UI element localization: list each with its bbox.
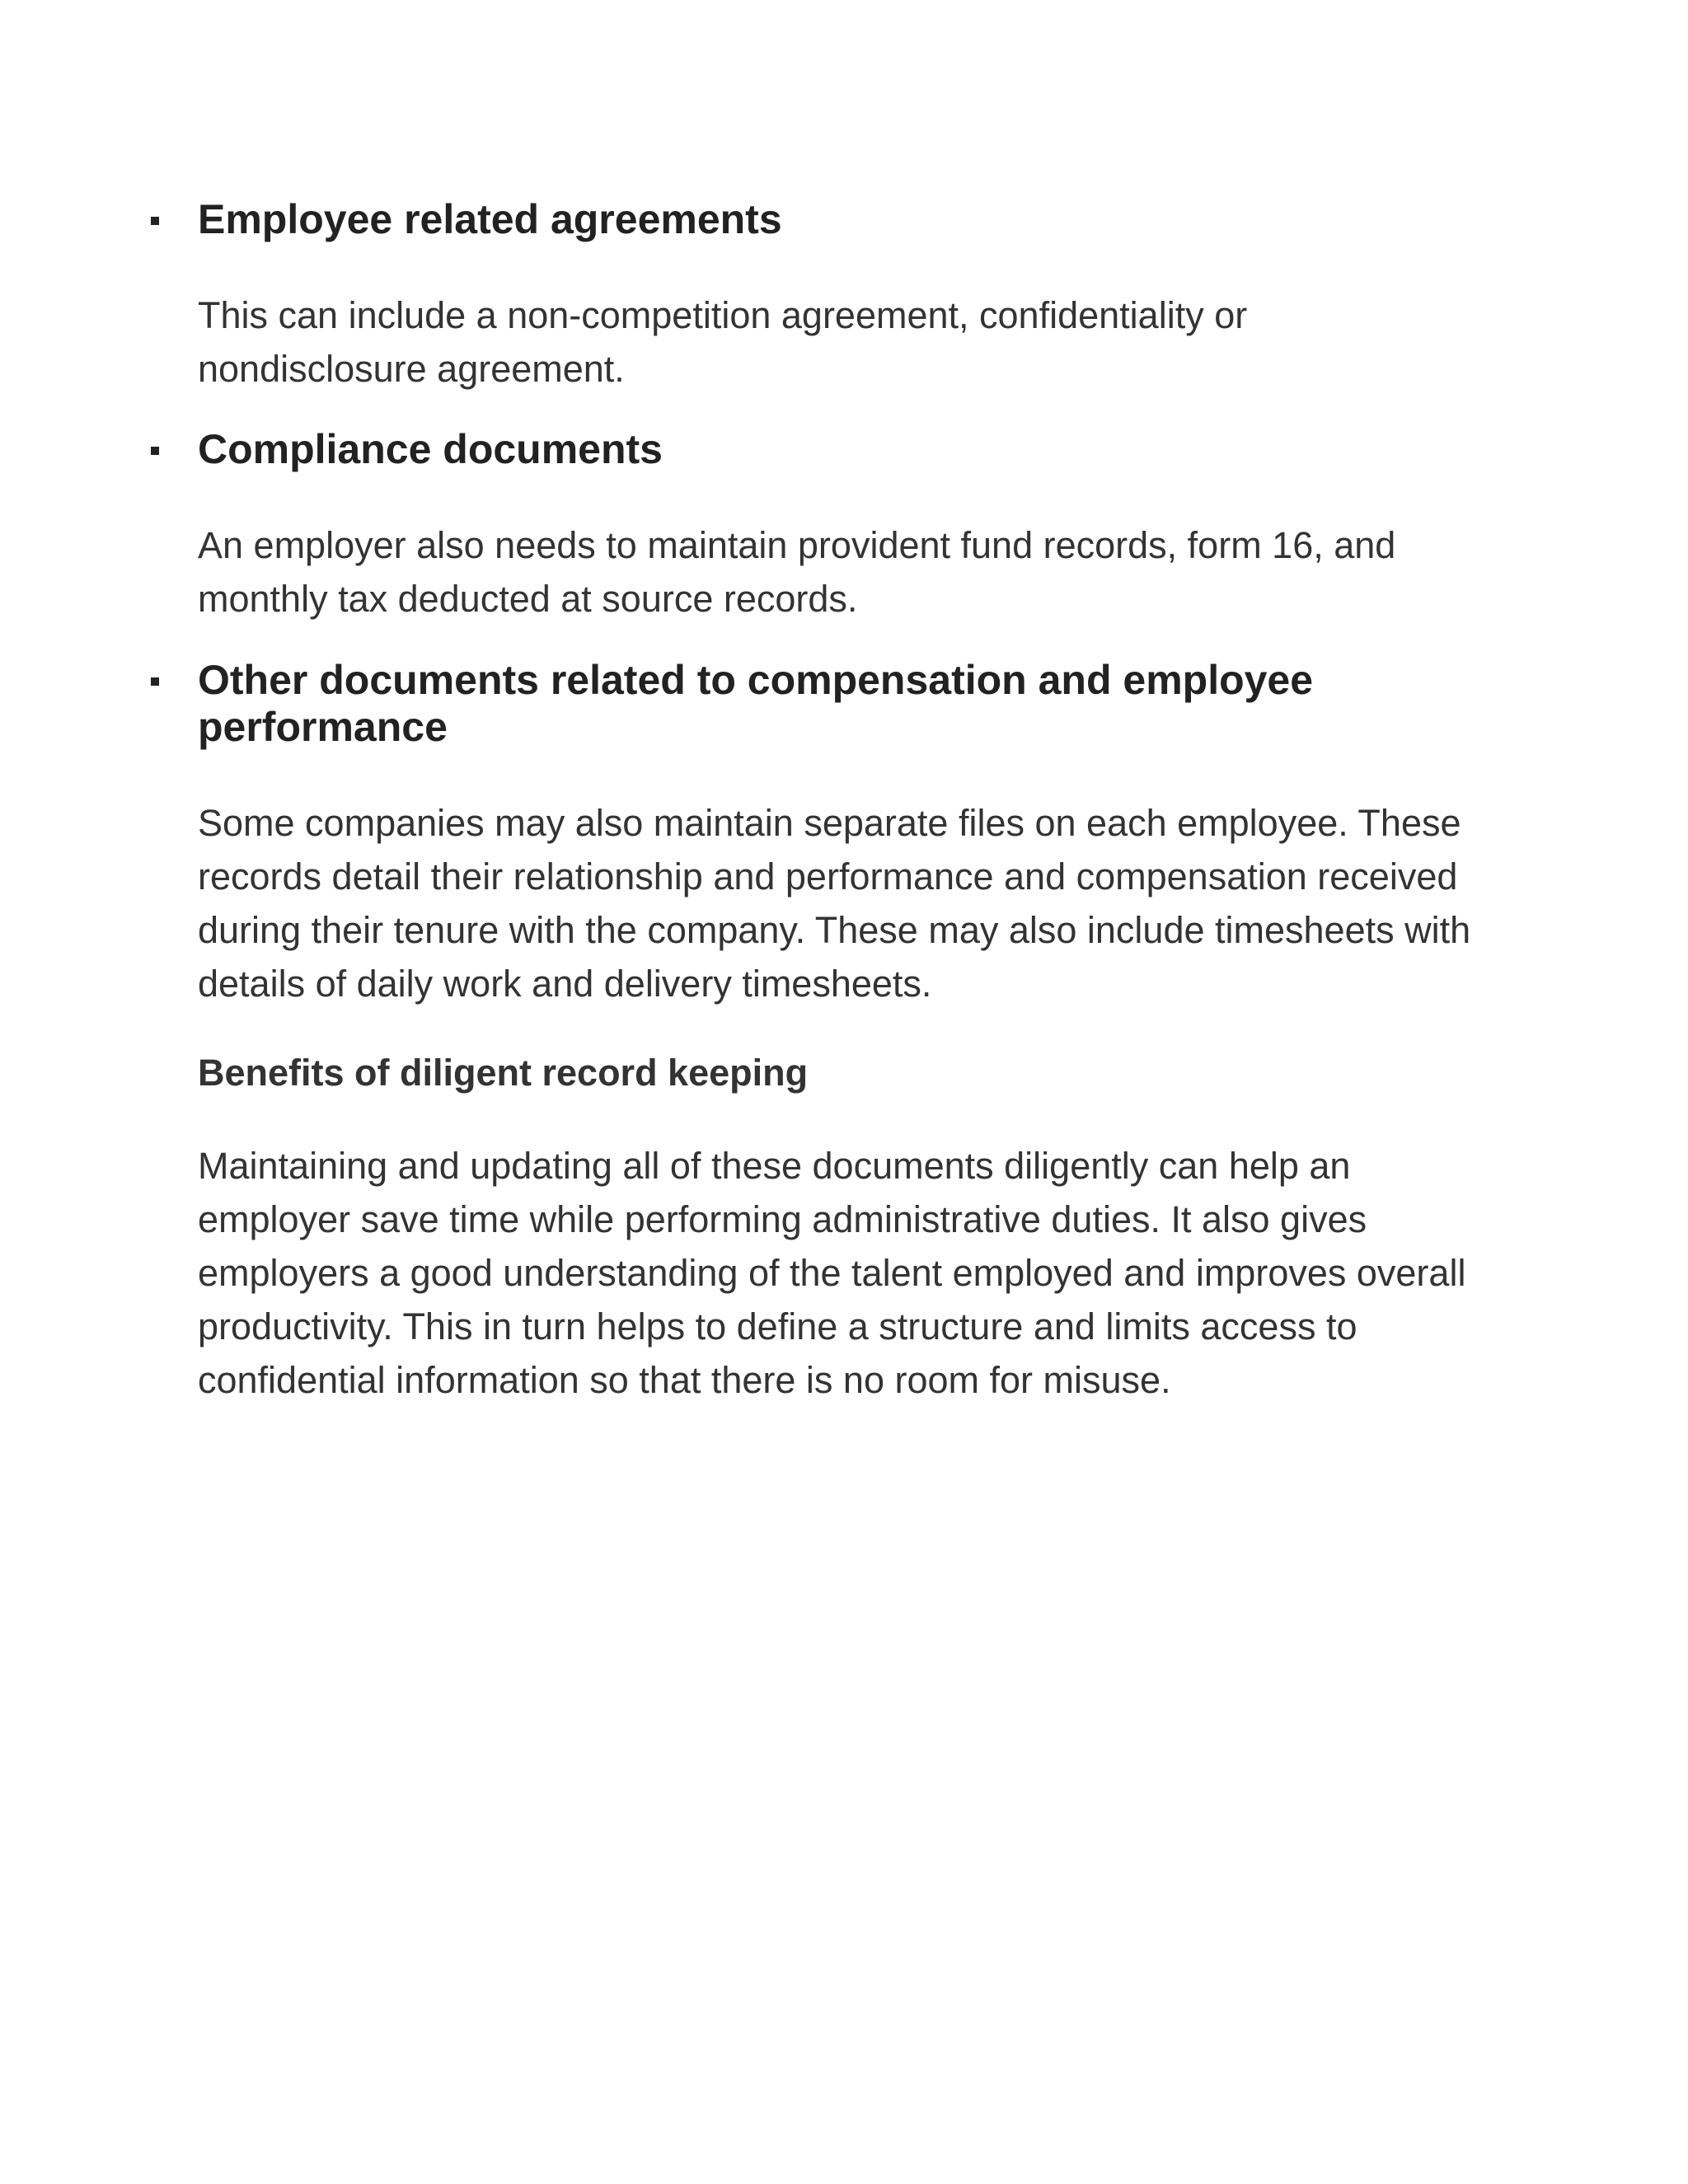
- item-heading: [198, 657, 1517, 751]
- square-bullet-icon: [151, 217, 159, 225]
- body-line: confidential information so that there is no room for misuse.: [198, 1359, 1171, 1401]
- body-line: Maintaining and updating all of these documents diligently can help an: [198, 1145, 1351, 1187]
- item-body: [198, 518, 1517, 626]
- benefits-heading: Benefits of diligent record keeping: [198, 1052, 809, 1094]
- body-line: nondisclosure agreement.: [198, 348, 625, 390]
- body-line: This can include a non-competition agreement, confidentiality or: [198, 294, 1248, 336]
- body-line: Some companies may also maintain separate files on each employee. These: [198, 802, 1461, 844]
- body-line: An employer also needs to maintain provident fund records, form 16, and: [198, 524, 1396, 566]
- benefits-body: [198, 1139, 1517, 1407]
- item-heading: Compliance documents: [198, 426, 663, 472]
- body-line: details of daily work and delivery timesheets.: [198, 963, 932, 1005]
- body-line: productivity. This in turn helps to define a structure and limits access to: [198, 1305, 1357, 1347]
- body-line: during their tenure with the company. These may also include timesheets with: [198, 909, 1471, 951]
- heading-line: Other documents related to compensation and employee: [198, 657, 1314, 703]
- body-line: employer save time while performing administrative duties. It also gives: [198, 1198, 1367, 1240]
- item-heading: Employee related agreements: [198, 196, 782, 242]
- body-line: employers a good understanding of the talent employed and improves overall: [198, 1252, 1466, 1294]
- item-body: [198, 796, 1517, 1010]
- heading-line: performance: [198, 704, 448, 750]
- body-line: monthly tax deducted at source records.: [198, 578, 858, 620]
- item-body: [198, 288, 1517, 396]
- square-bullet-icon: [151, 447, 159, 455]
- body-line: records detail their relationship and performance and compensation received: [198, 855, 1458, 898]
- square-bullet-icon: [151, 677, 159, 686]
